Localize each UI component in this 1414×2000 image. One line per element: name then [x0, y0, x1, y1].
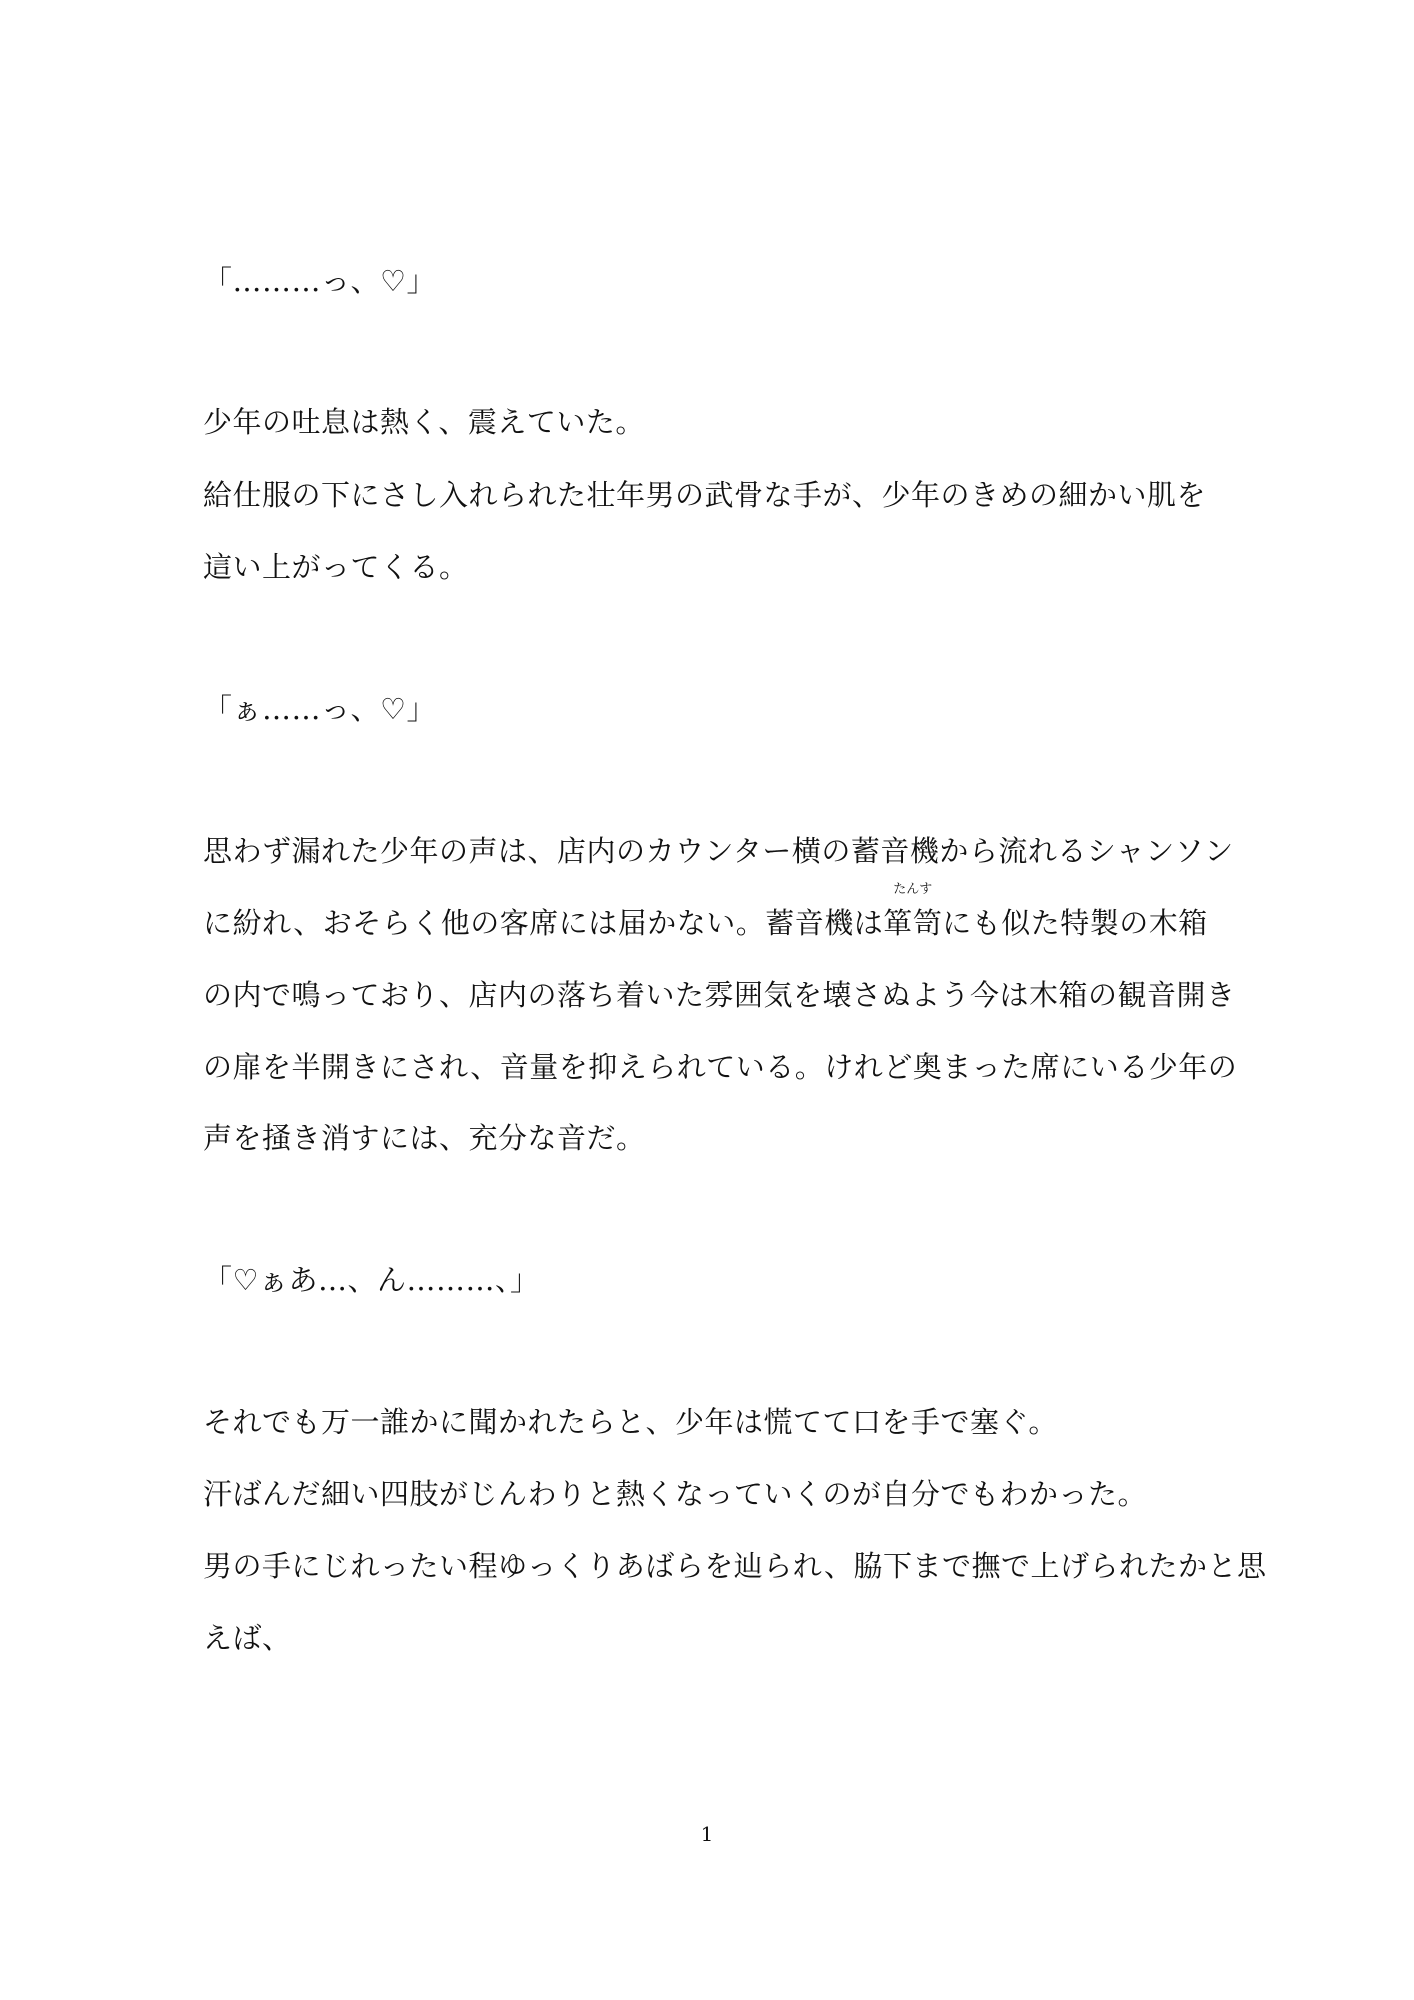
ruby-annotation: たんす: [893, 882, 933, 897]
text-line: 声を掻き消すには、充分な音だ。: [203, 1121, 646, 1155]
text-line: 男の手にじれったい程ゆっくりあばらを辿られ、脇下まで撫で上げられたかと思: [203, 1549, 1267, 1583]
text-line: 思わず漏れた少年の声は、店内のカウンター横の蓄音機から流れるシャンソン: [203, 834, 1234, 868]
text-line: 「ぁ……っ、♡」: [203, 692, 436, 726]
text-line: 給仕服の下にさし入れられた壮年男の武骨な手が、少年のきめの細かい肌を: [203, 478, 1207, 512]
ruby-base-text: 箪笥: [883, 906, 943, 940]
text-line: 汗ばんだ細い四肢がじんわりと熱くなっていくのが自分でもわかった。: [203, 1477, 1148, 1511]
text-segment: に紛れ、おそらく他の客席には届かない。蓄音機は: [203, 906, 884, 940]
text-line: 「♡ぁあ…、ん………、」: [203, 1263, 540, 1297]
page-number: 1: [700, 1822, 714, 1846]
text-line: の扉を半開きにされ、音量を抑えられている。けれど奥まった席にいる少年の: [203, 1050, 1238, 1084]
text-line: 「………っ、♡」: [203, 264, 436, 298]
text-line: の内で鳴っており、店内の落ち着いた雰囲気を壊さぬよう今は木箱の観音開き: [203, 978, 1236, 1012]
text-line: それでも万一誰かに聞かれたらと、少年は慌てて口を手で塞ぐ。: [203, 1405, 1058, 1439]
ruby-word: [883, 882, 943, 943]
text-line-with-ruby: [203, 882, 1208, 943]
text-segment: にも似た特製の木箱: [942, 906, 1208, 940]
text-line: 少年の吐息は熱く、震えていた。: [203, 405, 645, 439]
text-line: えば、: [203, 1621, 292, 1655]
text-line: 這い上がってくる。: [203, 550, 469, 584]
